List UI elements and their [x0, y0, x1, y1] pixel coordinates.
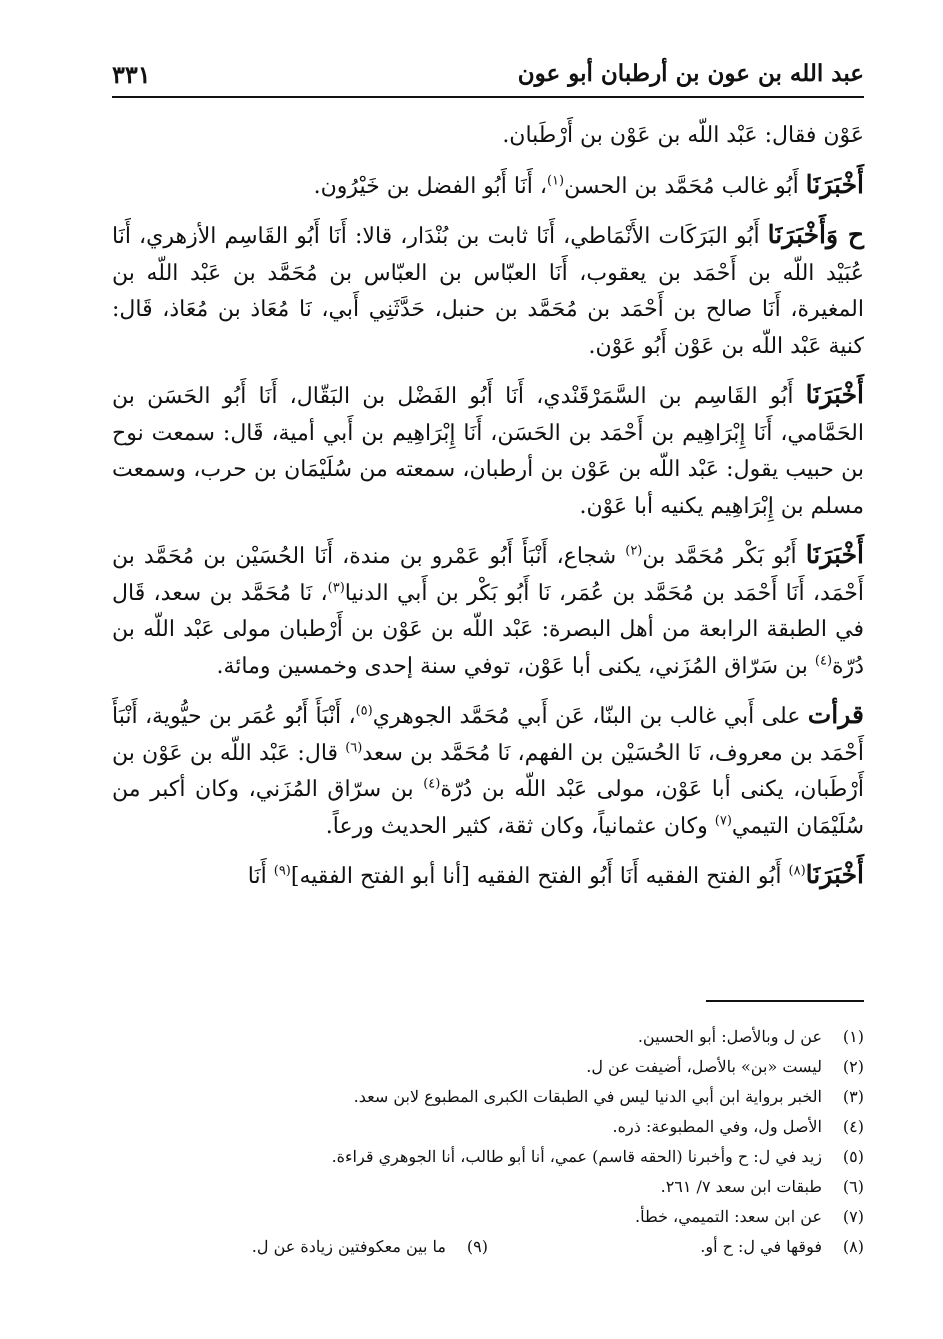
paragraph-6-text-a: على أَبي غالب بن البنّا، عَن أَبي مُحَمَّد الجوهري: [372, 704, 808, 729]
footnote-text: عن ل وبالأصل: أبو الحسين.: [637, 1027, 822, 1046]
paragraph-5-text-c: ، نَا مُحَمَّد بن سعد، قَال في الطبقة الرابعة من أهل البصرة: عَبْد اللّه بن عَوْن بن أَرْطبان مولى عَبْد اللّه بن دُرّة: [112, 580, 864, 679]
paragraph-4-text: أَبُو القَاسِم بن السَّمَرْقَنْدي، أَنَا أَبُو الفَضْل بن البَقّال، أَنَا أَبُو الحَسَن بن الحَمَّامي، أَنَا إِبْرَاهِيم بن أَحْمَد بن الحَسَن، أَنَا إِبْرَاهِيم بن أَبي أمية، قَال: سمعت نوح بن حبيب يقول: عَبْد اللّه بن عَوْن بن أرطبان، سمعته من سُلَيْمَان بن حرب، وسمعت مسلم بن إِبْرَاهِيم يكنيه أبا عَوْن.: [112, 384, 864, 519]
paragraph-3-lead: ح وَأَخْبَرَنَا: [767, 220, 864, 249]
paragraph-7-lead: أَخْبَرَنَا: [805, 860, 864, 889]
footnote-number: (١): [842, 1027, 864, 1046]
footnote-number: (٥): [842, 1147, 864, 1166]
footnote-number: (٤): [842, 1117, 864, 1136]
page-header: [112, 52, 864, 98]
footnote-text: الأصل ول، وفي المطبوعة: ذره.: [612, 1117, 822, 1136]
footnote-2: [112, 1052, 864, 1082]
paragraph-7-text-b: أَنَا: [247, 864, 274, 889]
footnote-number: (٩): [466, 1237, 488, 1256]
paragraph-5-lead: أَخْبَرَنَا: [805, 540, 865, 569]
paragraph-2: [112, 167, 864, 206]
paragraph-7-text-a: أَبُو الفتح الفقيه أَنَا أَبُو الفتح الفقيه [أنا أبو الفتح الفقيه]: [290, 864, 789, 889]
footnote-ref-4b[interactable]: (٤): [423, 776, 441, 792]
footnote-ref-2[interactable]: (٢): [625, 543, 643, 559]
paragraph-3: [112, 217, 864, 365]
footnote-ref-8[interactable]: (٨): [788, 863, 806, 879]
page-number: ٣٣١: [112, 60, 151, 89]
paragraph-4-lead: أَخْبَرَنَا: [805, 380, 864, 409]
footnote-8: [488, 1232, 864, 1262]
footnote-ref-7[interactable]: (٧): [714, 813, 732, 829]
paragraph-2-lead: أَخْبَرَنَا: [805, 169, 864, 199]
footnote-text: ما بين معكوفتين زيادة عن ل.: [251, 1237, 446, 1256]
footnote-text: فوقها في ل: ح أو.: [700, 1237, 822, 1256]
footnote-ref-4[interactable]: (٤): [814, 653, 833, 669]
paragraph-6-text-d: بن سرّاق المُزَني، وكان أكبر من سُلَيْمَان التيمي: [112, 777, 864, 839]
footnote-6: [112, 1172, 864, 1202]
footnote-7: [112, 1202, 864, 1232]
footnote-text: زيد في ل: ح وأخبرنا (الحقه قاسم) عمي، أنا أبو طالب، أنا الجوهري قراءة.: [331, 1147, 822, 1166]
footnote-ref-9[interactable]: (٩): [273, 863, 291, 879]
footnote-number: (٣): [842, 1087, 864, 1106]
footnote-3: [112, 1082, 864, 1112]
footnote-ref-3[interactable]: (٣): [327, 580, 345, 596]
footnote-number: (٢): [842, 1057, 864, 1076]
paragraph-5-text-b: شجاع، أَنْبَأَ أَبُو عَمْرو بن مندة، أَنَا الحُسَيْن بن مُحَمَّد بن أَحْمَد، أَنَا أَحْمَد بن مُحَمَّد بن عُمَر، نَا أَبُو بَكْر بن أَبي الدنيا: [112, 544, 864, 606]
paragraph-2-text-a: أَبُو غالب مُحَمَّد بن الحسن: [564, 173, 806, 199]
paragraph-4: [112, 377, 864, 525]
footnote-number: (٦): [842, 1177, 864, 1196]
footnote-1: [112, 1022, 864, 1052]
paragraph-6-lead: قرأت: [807, 700, 864, 729]
footnote-9: [112, 1232, 488, 1262]
footnote-5: [112, 1142, 864, 1172]
footnote-number: (٨): [842, 1237, 864, 1256]
footnote-row-8-9: [112, 1232, 864, 1262]
footnote-text: ليست «بن» بالأصل، أضيفت عن ل.: [586, 1057, 822, 1076]
paragraph-1: [112, 118, 864, 155]
footnote-ref-5[interactable]: (٥): [355, 703, 373, 719]
footnote-text: الخبر برواية ابن أبي الدنيا ليس في الطبقات الكبرى المطبوع لابن سعد.: [353, 1087, 822, 1106]
paragraph-1-text: عَوْن فقال: عَبْد اللّه بن عَوْن بن أَرْطَبان.: [502, 123, 864, 148]
running-title: عبد الله بن عون بن أرطبان أبو عون: [517, 60, 864, 87]
paragraph-5-text-a: أَبُو بَكْر مُحَمَّد بن: [642, 544, 806, 569]
footnote-number: (٧): [842, 1207, 864, 1226]
paragraph-5-text-d: بن سَرّاق المُزَني، يكنى أبا عَوْن، توفي سنة إحدى وخمسين ومائة.: [216, 653, 815, 679]
header-rule: [112, 96, 864, 98]
footnote-ref-6[interactable]: (٦): [345, 740, 363, 756]
paragraph-3-text: أَبُو البَرَكَات الأَنْمَاطي، أَنَا ثابت بن بُنْدَار، قالا: أَنَا أَبُو القَاسِم الأزهري، أَنَا عُبَيْد اللّه بن أَحْمَد بن يعقوب، أَنَا العبّاس بن العبّاس بن مُحَمَّد بن عَبْد اللّه بن المغيرة، أَنَا صالح بن أَحْمَد بن مُحَمَّد بن حنبل، حَدَّثَنِي أَبي، نَا مُعَاذ بن مُعَاذ، قَال: كنية عَبْد اللّه بن عَوْن أَبُو عَوْن.: [112, 224, 864, 359]
footnote-text: طبقات ابن سعد ٧/ ٢٦١.: [660, 1177, 822, 1196]
footnote-rule: [706, 1000, 864, 1002]
body-text: [112, 118, 864, 908]
paragraph-6-text-b: ، أَنْبَأَ أَبُو عُمَر بن حيُّوية، أَنْبَأَ أَحْمَد بن معروف، نَا الحُسَيْن بن الفهم، نَا مُحَمَّد بن سعد: [112, 704, 864, 766]
footnote-text: عن ابن سعد: التميمي، خطأ.: [634, 1207, 822, 1226]
paragraph-6-text-c: قال: عَبْد اللّه بن عَوْن بن أَرْطَبان، يكنى أبا عَوْن، مولى عَبْد اللّه بن دُرّة: [112, 740, 864, 802]
paragraph-5: [112, 537, 864, 685]
footnotes: [112, 1022, 864, 1262]
paragraph-6: [112, 697, 864, 845]
footnote-4: [112, 1112, 864, 1142]
paragraph-7: [112, 857, 864, 896]
footnote-ref-1[interactable]: (١): [546, 173, 565, 189]
paragraph-2-text-b: ، أَنَا أَبُو الفضل بن خَيْرُون.: [313, 173, 547, 199]
paragraph-6-text-e: وكان عثمانياً، وكان ثقة، كثير الحديث ورعاً.: [325, 813, 715, 839]
